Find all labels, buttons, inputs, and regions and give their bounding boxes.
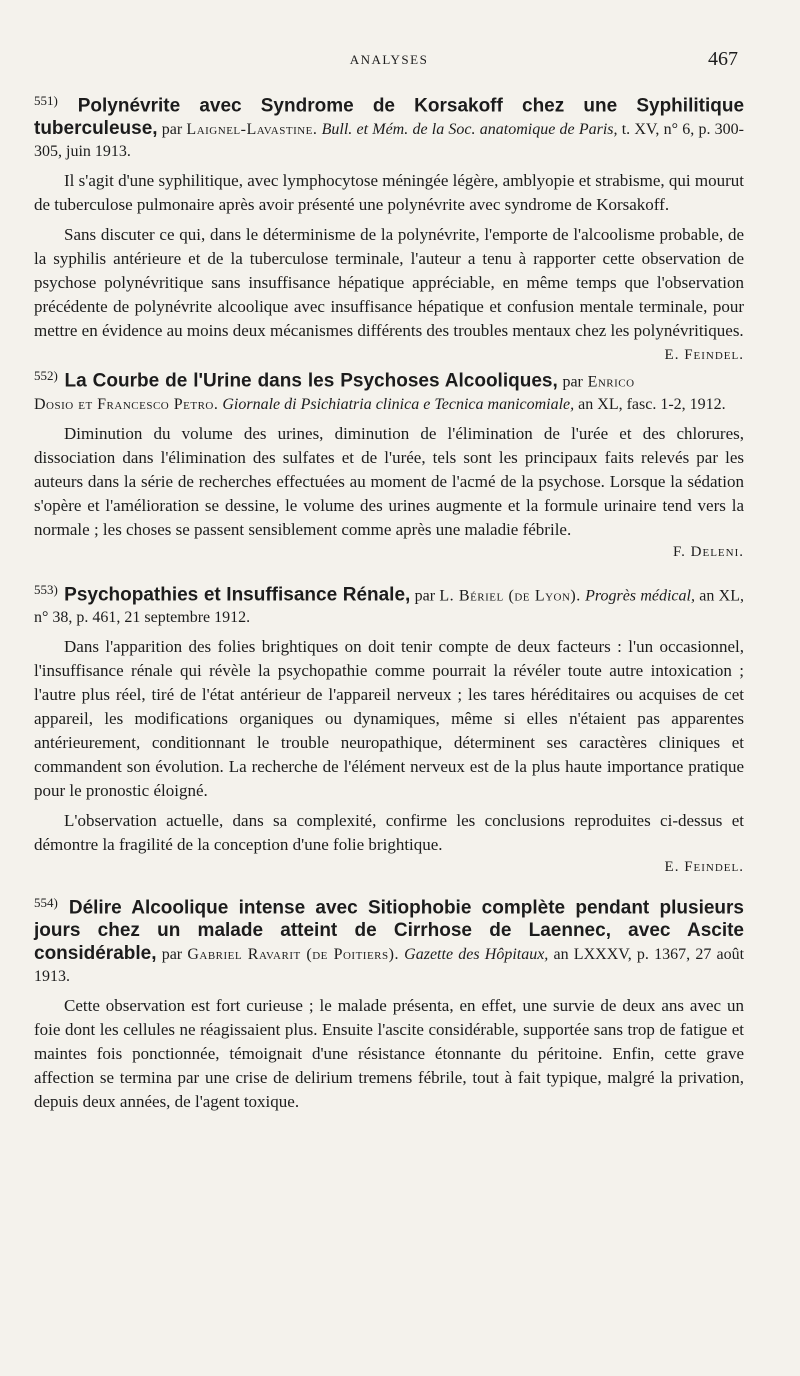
entry-heading [34, 90, 744, 163]
entry-authors: Enrico Dosio et Francesco Petro. [34, 373, 635, 413]
by-word: par [161, 946, 183, 964]
paragraph-text: Sans discuter ce qui, dans le déterminisme de la polynévrite, l'emporte de l'alcoolisme probable, de la syphilis antérieure et de la tuberculose terminale, l'auteur a tenu à rapporter cette observation de psychose polynévritique sans insuffisance hépatique appréciable, en même temps que l'observation précédente de polynévrite alcoolique avec insuffisance hépatique et confusion mentale terminale, pour mettre en évidence au moins deux mécanismes différents des troubles mentaux chez les polynévritiques. [34, 225, 744, 341]
entry-heading [34, 892, 744, 988]
entry-citation: an XL, fasc. 1-2, 1912. [578, 395, 726, 413]
entry-heading [34, 579, 744, 629]
entry-citation: an LXXXV, p. 1367, 27 août 1913. [34, 946, 745, 986]
entry-authors: Gabriel Ravarit (de Poitiers). [187, 946, 399, 964]
entry-authors: L. Bériel (de Lyon). [439, 586, 581, 604]
abstract-entry-554 [34, 892, 744, 1114]
entry-paragraph: Il s'agit d'une syphilitique, avec lymphocytose méningée légère, amblyopie et strabisme, qui mourut de tuberculose pulmonaire après avoir présenté une polynévrite avec syndrome de Korsakoff. [34, 171, 744, 215]
entry-signature: F. Deleni. [673, 543, 744, 560]
entry-journal: Progrès médical, [585, 586, 695, 604]
entry-journal: Bull. et Mém. de la Soc. anatomique de Paris, [321, 121, 618, 139]
entry-paragraph: Cette observation est fort curieuse ; le malade présenta, en effet, une survie de deux ans avec un foie dont les cellules ne réagissaient plus. Ensuite l'ascite considérable, supportée sans trop de fatigue et maintes fois ponctionnée, témoignait d'une résistance étonnante du péritoine. Enfin, cette grave affection se termina par une crise de delirium tremens fébrile, tout à fait typique, malgré la privation, depuis deux années, de l'agent toxique. [34, 996, 744, 1112]
abstract-entry-551 [34, 90, 745, 364]
abstract-entry-552 [34, 365, 744, 560]
entry-paragraph [34, 223, 744, 364]
entry-citation: an XL, n° 38, p. 461, 21 septembre 1912. [34, 586, 744, 626]
entry-title: Psychopathies et Insuffisance Rénale, [64, 583, 411, 605]
abstract-entry-553 [34, 579, 744, 876]
by-word: par [562, 373, 583, 391]
entry-number: 552) [34, 368, 58, 384]
entry-citation: t. XV, n° 6, p. 300-305, juin 1913. [34, 121, 745, 161]
entry-paragraph: Diminution du volume des urines, diminution de l'élimination de l'urée et des chlorures, dissociation dans l'élimination des sulfates et de l'urée, tels sont les principaux faits relevés par les auteurs dans la série de recherches effectuées au moment de l'acmé de la psychose. Lorsque la sédation s'opère et l'amélioration se dessine, le volume des urines augmente et la formule urinaire tend vers la normale ; les choses se passent sensiblement comme après une maladie fébrile. [34, 423, 744, 539]
by-word: par [161, 121, 183, 139]
entry-paragraph: Dans l'apparition des folies brightiques on doit tenir compte de deux facteurs : l'un occasionnel, l'insuffisance rénale qui révèle la psychopathie comme pourrait la révéler toute autre intoxication ; l'autre plus réel, tiré de l'état antérieur de l'appareil nerveux ; les tares héréditaires ou acquises de cet appareil, les modifications organiques ou dynamiques, même si elles n'étaient pas apparentes antérieurement, conditionnant le trouble neuropathique, déterminent ses caractères cliniques et commandent son évolution. La recherche de l'élément nerveux est de la plus haute importance pratique pour le pronostic éloigné. [34, 636, 744, 800]
entry-journal: Giornale di Psichiatria clinica e Tecnica manicomiale, [222, 395, 575, 413]
entry-number: 551) [34, 93, 58, 108]
entry-title: Polynévrite avec Syndrome de Korsakoff chez une Syphilitique tuberculeuse, [34, 95, 745, 140]
entry-signature: E. Feindel. [664, 347, 744, 364]
page-number: 467 [708, 48, 738, 70]
entry-title: La Courbe de l'Urine dans les Psychoses Alcooliques, [64, 370, 558, 392]
entry-heading [34, 365, 744, 415]
entry-title: Délire Alcoolique intense avec Sitiophobie complète pendant plusieurs jours chez un malade atteint de Cirrhose de Laennec, avec Ascite considérable, [34, 897, 744, 965]
entry-paragraph: L'observation actuelle, dans sa complexité, confirme les conclusions reproduites ci-dessus et démontre la fragilité de la conception d'une folie brightique. [34, 810, 744, 854]
entry-number: 553) [34, 581, 58, 597]
page [34, 40, 744, 1120]
by-word: par [414, 586, 436, 604]
running-head [34, 40, 744, 80]
entry-journal: Gazette des Hôpitaux, [404, 946, 549, 964]
entry-authors: Laignel-Lavastine. [186, 121, 318, 139]
entry-number: 554) [34, 894, 58, 910]
running-title: ANALYSES [349, 52, 429, 67]
entry-signature: E. Feindel. [664, 858, 744, 875]
